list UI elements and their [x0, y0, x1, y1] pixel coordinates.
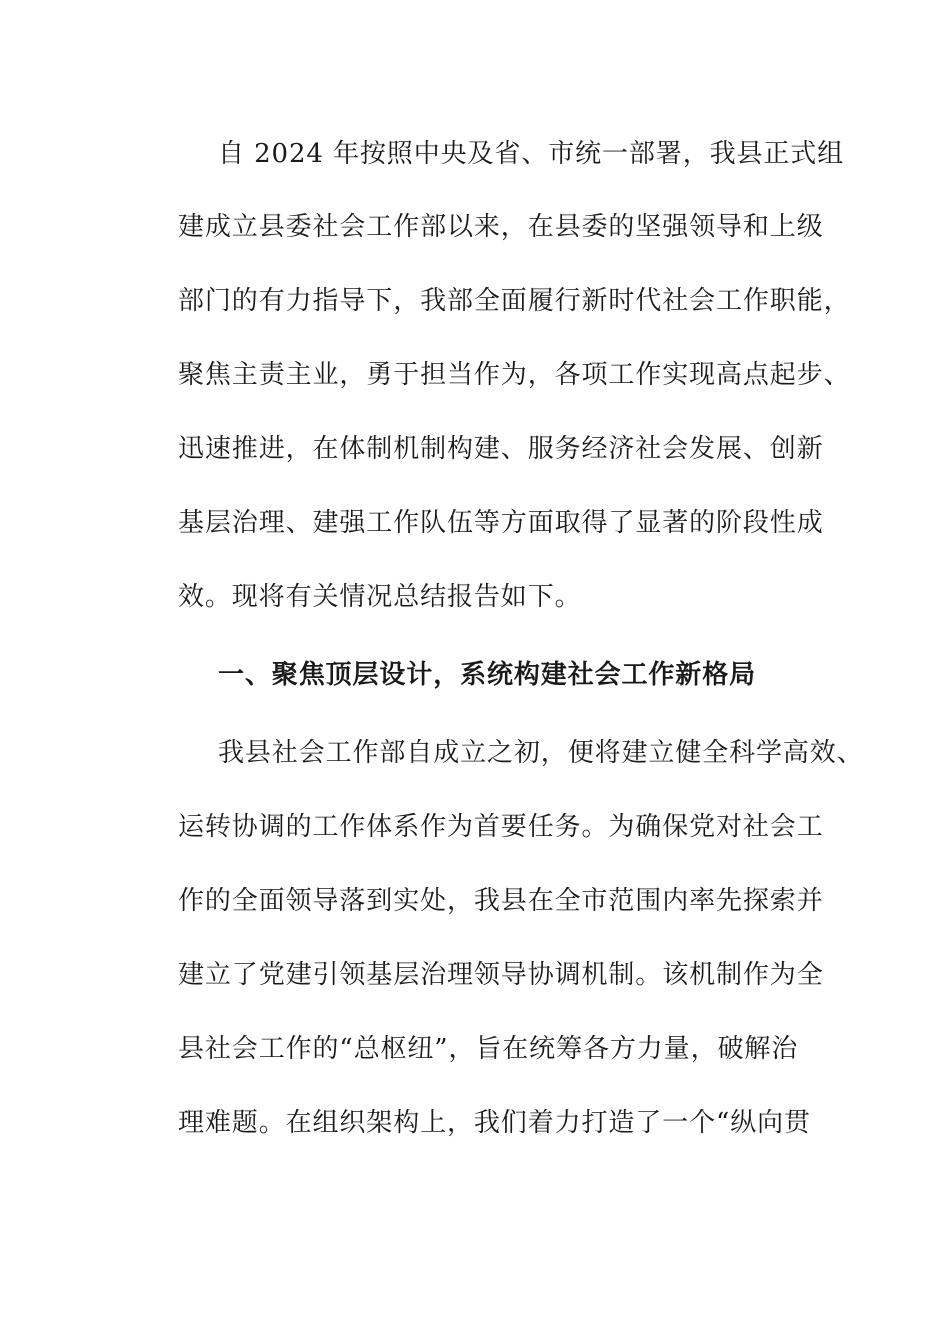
paragraph-line: 运转协调的工作体系作为首要任务。为确保党对社会工 — [178, 812, 824, 842]
paragraph-line: 部门的有力指导下，我部全面履行新时代社会工作职能， — [178, 286, 851, 316]
paragraph-line: 效。现将有关情况总结报告如下。 — [178, 582, 582, 612]
paragraph-line: 聚焦主责主业，勇于担当作为，各项工作实现高点起步、 — [178, 360, 851, 390]
paragraph-line: 迅速推进，在体制机制构建、服务经济社会发展、创新 — [178, 434, 824, 464]
paragraph-line: 建立了党建引领基层治理领导协调机制。该机制作为全 — [178, 960, 824, 990]
paragraph-line: 理难题。在组织架构上，我们着力打造了一个“纵向贯 — [178, 1108, 811, 1138]
paragraph-line: 基层治理、建强工作队伍等方面取得了显著的阶段性成 — [178, 508, 824, 538]
paragraph-line: 建成立县委社会工作部以来，在县委的坚强领导和上级 — [178, 212, 824, 242]
paragraph-line: 县社会工作的“总枢纽”，旨在统筹各方力量，破解治 — [178, 1034, 799, 1064]
paragraph-line: 自 2024 年按照中央及省、市统一部署，我县正式组 — [218, 139, 845, 169]
paragraph-line: 作的全面领导落到实处，我县在全市范围内率先探索并 — [178, 886, 824, 916]
paragraph-line: 我县社会工作部自成立之初，便将建立健全科学高效、 — [218, 738, 864, 768]
section-heading: 一、聚焦顶层设计，系统构建社会工作新格局 — [218, 660, 757, 690]
